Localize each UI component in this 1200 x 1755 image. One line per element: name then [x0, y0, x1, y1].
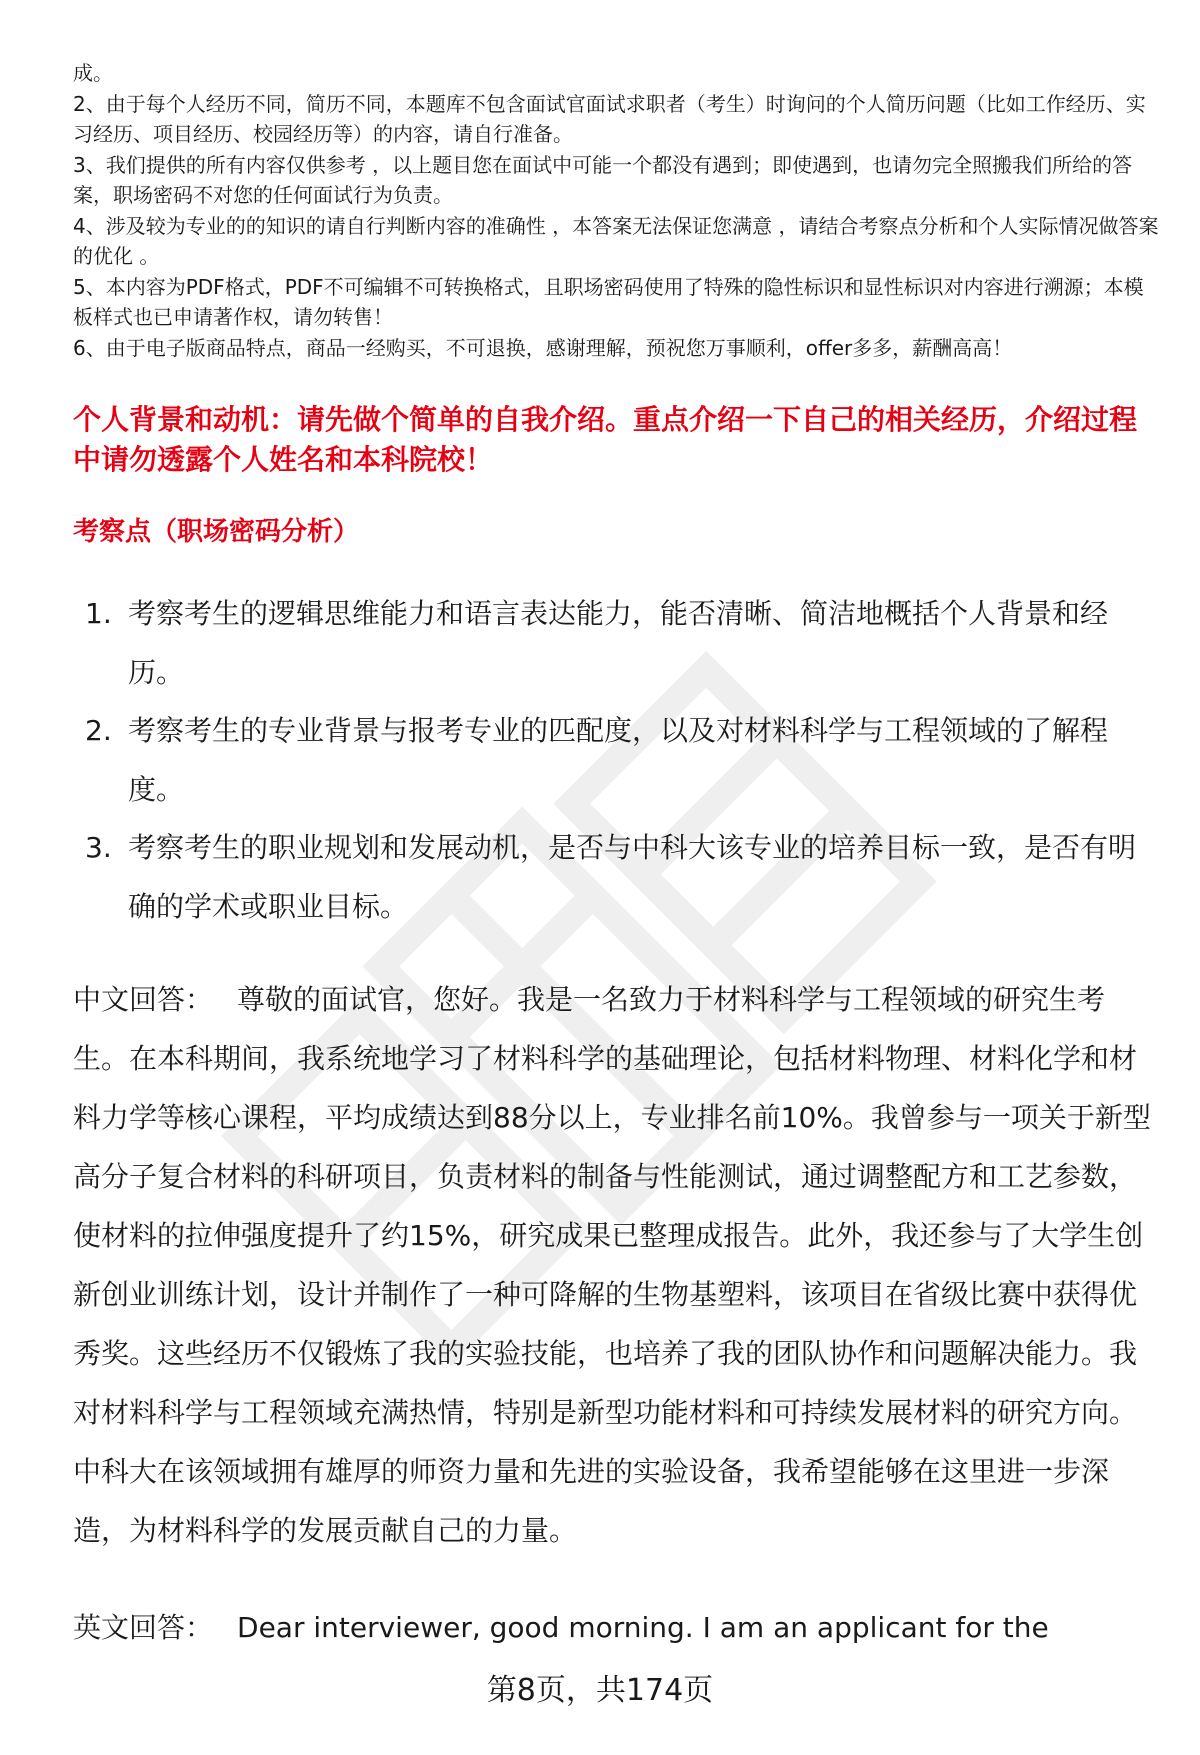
analysis-points [73, 585, 1158, 936]
list-item [73, 702, 1158, 819]
note-line: 6、由于电子版商品特点，商品一经购买，不可退换，感谢理解，预祝您万事顺利，offer多多，薪酬高高！ [73, 335, 1013, 360]
question-heading: 个人背景和动机：请先做个简单的自我介绍。重点介绍一下自己的相关经历，介绍过程中请勿透露个人姓名和本科院校！ [73, 403, 1138, 476]
notes-section [73, 58, 1163, 363]
list-item-number: 1. [85, 597, 112, 630]
note-line: 4、涉及较为专业的的知识的请自行判断内容的准确性 ，本答案无法保证您满意 ，请结合考察点分析和个人实际情况做答案的优化 。 [73, 213, 1159, 268]
chinese-answer [73, 970, 1158, 1560]
analysis-heading: 考察点（职场密码分析） [73, 517, 360, 547]
list-item-text: 考察考生的职业规划和发展动机，是否与中科大该专业的培养目标一致，是否有明确的学术或职业目标。 [128, 831, 1137, 923]
english-answer-text: Dear interviewer, good morning. I am an applicant for the [237, 1611, 1049, 1644]
list-item-text: 考察考生的逻辑思维能力和语言表达能力，能否清晰、简洁地概括个人背景和经历。 [128, 597, 1109, 689]
note-line: 成。 [73, 61, 113, 85]
english-answer [73, 1598, 1158, 1657]
list-item-number: 3. [85, 831, 112, 864]
english-answer-label: 英文回答： [73, 1611, 214, 1644]
chinese-answer-label: 中文回答： [73, 983, 214, 1016]
note-line: 3、我们提供的所有内容仅供参考 ，以上题目您在面试中可能一个都没有遇到；即使遇到，也请勿完全照搬我们所给的答案，职场密码不对您的任何面试行为负责。 [73, 152, 1133, 207]
chinese-answer-text: 尊敬的面试官，您好。我是一名致力于材料科学与工程领域的研究生考生。在本科期间，我系统地学习了材料科学的基础理论，包括材料物理、材料化学和材料力学等核心课程，平均成绩达到88分以上，专业排名前10%。我曾参与一项关于新型高分子复合材料的科研项目，负责材料的制备与性能测试，通过调整配方和工艺参数，使材料的拉伸强度提升了约15%，研究成果已整理成报告。此外，我还参与了大学生创新创业训练计划，设计并制作了一种可降解的生物基塑料，该项目在省级比赛中获得优秀奖。这些经历不仅锻炼了我的实验技能，也培养了我的团队协作和问题解决能力。我对材料科学与工程领域充满热情，特别是新型功能材料和可持续发展材料的研究方向。中科大在该领域拥有雄厚的师资力量和先进的实验设备，我希望能够在这里进一步深造，为材料科学的发展贡献自己的力量。 [73, 983, 1151, 1547]
list-item [73, 585, 1158, 702]
list-item-text: 考察考生的专业背景与报考专业的匹配度，以及对材料科学与工程领域的了解程度。 [128, 714, 1109, 806]
list-item [73, 819, 1158, 936]
note-line: 2、由于每个人经历不同，简历不同，本题库不包含面试官面试求职者（考生）时询问的个人简历问题（比如工作经历、实习经历、项目经历、校园经历等）的内容，请自行准备。 [73, 91, 1146, 146]
page-number: 第8页，共174页 [486, 1673, 714, 1708]
note-line: 5、本内容为PDF格式，PDF不可编辑不可转换格式，且职场密码使用了特殊的隐性标识和显性标识对内容进行溯源；本模板样式也已申请著作权，请勿转售！ [73, 274, 1144, 329]
list-item-number: 2. [85, 714, 112, 747]
